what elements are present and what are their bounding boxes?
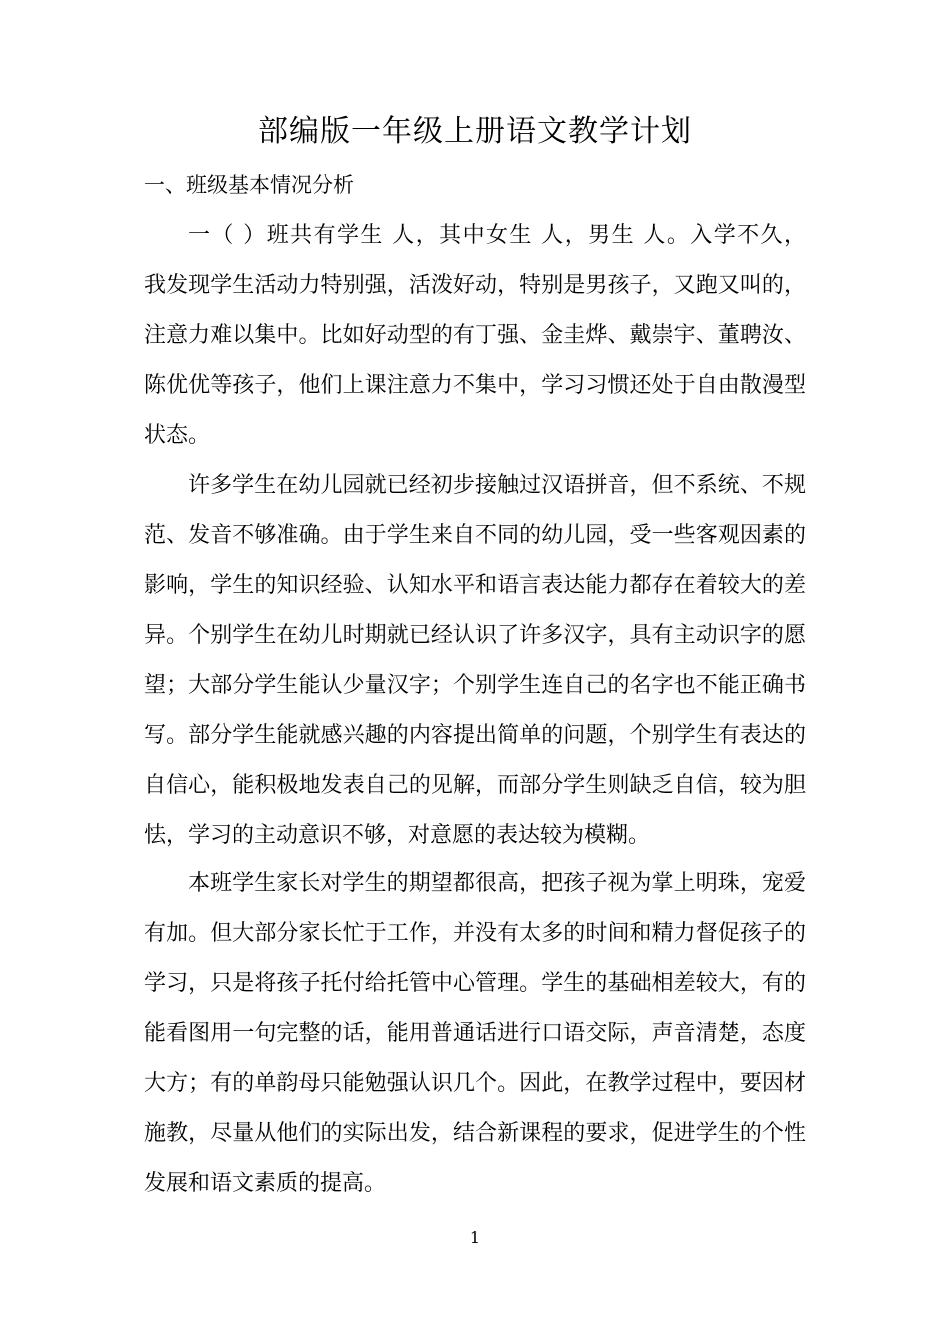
paragraph-line: 一（ ）班共有学生 人，其中女生 人，男生 人。入学不久， <box>188 223 806 248</box>
paragraph-2 <box>144 461 806 861</box>
paragraph-line: 许多学生在幼儿园就已经初步接触过汉语拼音，但不系统、不规 <box>188 473 806 498</box>
paragraph-line: 状态。 <box>144 423 211 448</box>
paragraph-line: 有加。但大部分家长忙于工作，并没有太多的时间和精力督促孩子的 <box>144 921 806 946</box>
paragraph-line: 大方；有的单韵母只能勉强认识几个。因此，在教学过程中，要因材 <box>144 1071 806 1096</box>
page-number: 1 <box>469 1228 481 1247</box>
paragraph-line: 本班学生家长对学生的期望都很高，把孩子视为掌上明珠，宠爱 <box>188 871 806 896</box>
paragraph-line: 写。部分学生能就感兴趣的内容提出简单的问题，个别学生有表达的 <box>144 723 806 748</box>
paragraph-line: 范、发音不够准确。由于学生来自不同的幼儿园，受一些客观因素的 <box>144 523 806 548</box>
paragraph-line: 望；大部分学生能认少量汉字；个别学生连自己的名字也不能正确书 <box>144 673 806 698</box>
paragraph-line: 注意力难以集中。比如好动型的有丁强、金圭烨、戴崇宇、董聘汝、 <box>144 323 806 348</box>
document-title: 部编版一年级上册语文教学计划 <box>258 114 692 149</box>
section-heading: 一、班级基本情况分析 <box>144 173 354 197</box>
paragraph-line: 能看图用一句完整的话，能用普通话进行口语交际，声音清楚，态度 <box>144 1021 806 1046</box>
paragraph-line: 发展和语文素质的提高。 <box>144 1171 387 1196</box>
paragraph-line: 异。个别学生在幼儿时期就已经认识了许多汉字，具有主动识字的愿 <box>144 623 806 648</box>
paragraph-line: 影响，学生的知识经验、认知水平和语言表达能力都存在着较大的差 <box>144 573 806 598</box>
paragraph-line: 自信心，能积极地发表自己的见解，而部分学生则缺乏自信，较为胆 <box>144 773 806 798</box>
paragraph-line: 怯，学习的主动意识不够，对意愿的表达较为模糊。 <box>144 823 651 848</box>
paragraph-line: 我发现学生活动力特别强，活泼好动，特别是男孩子，又跑又叫的， <box>144 273 806 298</box>
paragraph-line: 陈优优等孩子，他们上课注意力不集中，学习习惯还处于自由散漫型 <box>144 373 806 398</box>
paragraph-3 <box>144 859 806 1209</box>
paragraph-1 <box>144 211 806 461</box>
paragraph-line: 学习，只是将孩子托付给托管中心管理。学生的基础相差较大，有的 <box>144 971 806 996</box>
paragraph-line: 施教，尽量从他们的实际出发，结合新课程的要求，促进学生的个性 <box>144 1121 806 1146</box>
